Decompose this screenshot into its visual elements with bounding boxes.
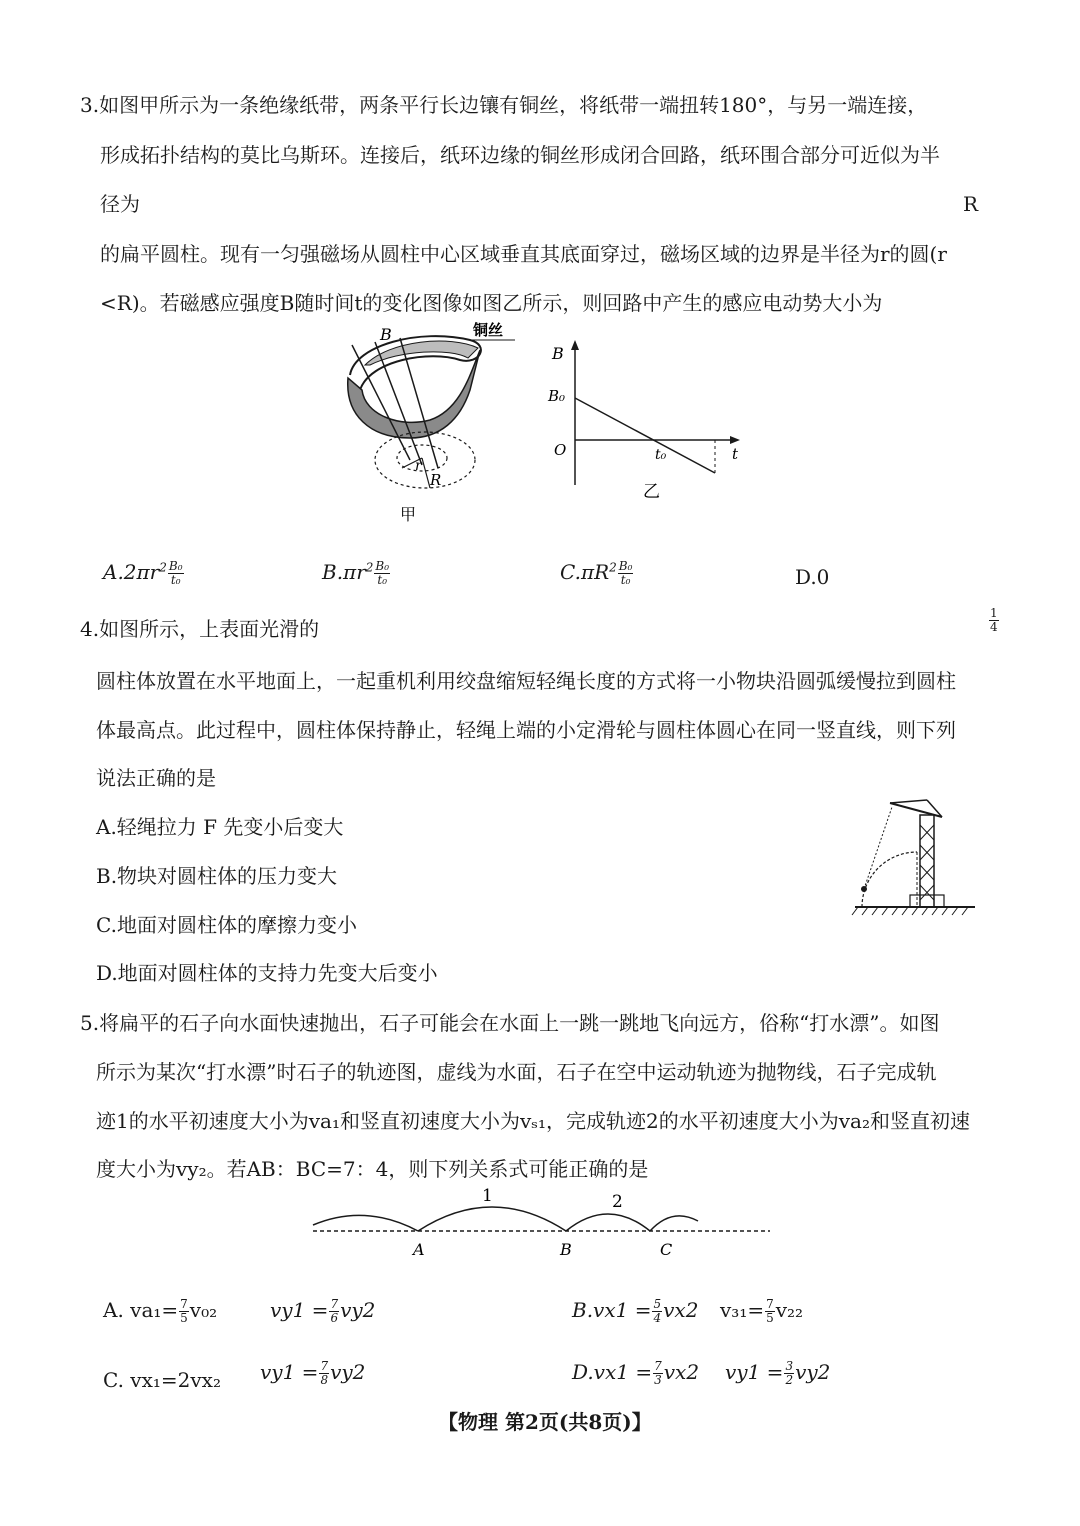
q5-stem-line1: 5.将扁平的石子向水面快速抛出，石子可能会在水面上一跳一跳地飞向远方，俗称“打水漂”。如图 [80, 1011, 940, 1035]
q4-stem-line3: 体最高点。此过程中，圆柱体保持静止，轻绳上端的小定滑轮与圆柱体圆心在同一竖直线，则下列 [96, 718, 956, 742]
yi-origin-label: O [554, 441, 567, 459]
point-a-label: A [413, 1240, 425, 1259]
q5-option-b-2: v₃₁= $\frac{7}{5}$ v₂₂ [720, 1297, 804, 1325]
yi-t0-label: t₀ [655, 447, 667, 463]
q3-stem-line2: 形成拓扑结构的莫比乌斯环。连接后，纸环边缘的铜丝形成闭合回路，纸环围合部分可近似为半 [100, 143, 940, 167]
q3-stem-line4: 的扁平圆柱。现有一匀强磁场从圆柱中心区域垂直其底面穿过，磁场区域的边界是半径为r的圆(r [100, 242, 947, 266]
q4-stem-line2: 圆柱体放置在水平地面上，一起重机利用绞盘缩短轻绳长度的方式将一小物块沿圆弧缓慢拉到圆柱 [96, 669, 956, 693]
yi-line [575, 398, 715, 473]
q3-stem-line3: 径为 [100, 192, 140, 216]
yi-caption: 乙 [643, 482, 660, 502]
fig-jia-r-label: r [415, 458, 422, 474]
point-b-label: B [560, 1240, 572, 1259]
q3-option-d: D.0 [795, 565, 830, 589]
trajectory-1 [418, 1207, 566, 1231]
q4-stem-line4: 说法正确的是 [96, 766, 216, 790]
field-ellipse-outer [375, 432, 475, 488]
q5-option-a-1: A. va₁= $\frac{7}{5}$ v₀₂ [103, 1297, 218, 1325]
q5-option-a-2: vy1 = $\frac{7}{6}$ vy2 [270, 1297, 376, 1325]
yi-axis-x-label: t [732, 445, 739, 463]
q5-option-d-2: vy1 = $\frac{3}{2}$ vy2 [725, 1359, 831, 1387]
q5-option-c-1: C. vx₁=2vx₂ [103, 1368, 221, 1392]
q3-option-c: $C.\pi R^2$ $\frac{\text{B₀}}{\text{t₀}}$ [560, 559, 633, 587]
q4-option-b: B.物块对圆柱体的压力变大 [96, 864, 338, 888]
fig-jia-b-label: B [380, 325, 392, 344]
q4-option-c: C.地面对圆柱体的摩擦力变小 [96, 913, 357, 937]
q4-option-a: A.轻绳拉力 F 先变小后变大 [96, 815, 344, 839]
traj-label-2: 2 [612, 1192, 623, 1212]
yi-axis-y-label: B [552, 344, 564, 363]
q5-stem-line2: 所示为某次“打水漂”时石子的轨迹图，虚线为水面，石子在空中运动轨迹为抛物线，石子完成轨 [96, 1060, 937, 1084]
fig-jia-caption: 甲 [400, 505, 417, 524]
traj-label-1: 1 [482, 1186, 493, 1206]
q3-figure-yi [540, 335, 760, 515]
q5-option-b-1: B.vx1 = $\frac{5}{4}$ vx2 [572, 1297, 699, 1325]
q4-quarter-fraction: $\frac{1}{4}$ [990, 606, 998, 634]
page-footer: 【物理 第2页(共8页)】 [438, 1410, 652, 1434]
q5-option-d-1: D.vx1 = $\frac{7}{3}$ vx2 [572, 1359, 700, 1387]
q3-option-b: $B.\pi r^2$ $\frac{\text{B₀}}{\text{t₀}}$ [322, 559, 390, 587]
yi-b0-label: B₀ [548, 387, 566, 405]
q4-stem-line1: 4.如图所示，上表面光滑的 [80, 617, 320, 641]
q3-figure-jia [330, 320, 530, 530]
q3-option-a: $A.2\pi r^2$ $\frac{\text{B₀}}{\text{t₀}}$ [103, 559, 183, 587]
q3-stem-line3-r: R [963, 192, 979, 216]
q5-stem-line4: 度大小为vy₂。若AB：BC=7：4，则下列关系式可能正确的是 [96, 1157, 649, 1181]
q3-stem-line5: <R)。若磁感应强度B随时间t的变化图像如图乙所示，则回路中产生的感应电动势大小为 [100, 291, 883, 315]
fig-jia-wire-label: 铜丝 [473, 321, 504, 339]
q4-crane-figure [850, 795, 980, 920]
q4-option-d: D.地面对圆柱体的支持力先变大后变小 [96, 961, 438, 985]
q5-option-c-2: vy1 = $\frac{7}{8}$ vy2 [260, 1359, 366, 1387]
fig-jia-R-label: R [430, 471, 442, 489]
q5-trajectory-figure [310, 1185, 780, 1265]
q3-stem-line1: 3.如图甲所示为一条绝缘纸带，两条平行长边镶有铜丝，将纸带一端扭转180°，与另一端连接， [80, 93, 928, 117]
trajectory-2 [566, 1214, 650, 1231]
point-c-label: C [660, 1240, 673, 1259]
q5-stem-line3: 迹1的水平初速度大小为va₁和竖直初速度大小为vₛ₁，完成轨迹2的水平初速度大小为va₂和竖直初速 [96, 1109, 970, 1133]
